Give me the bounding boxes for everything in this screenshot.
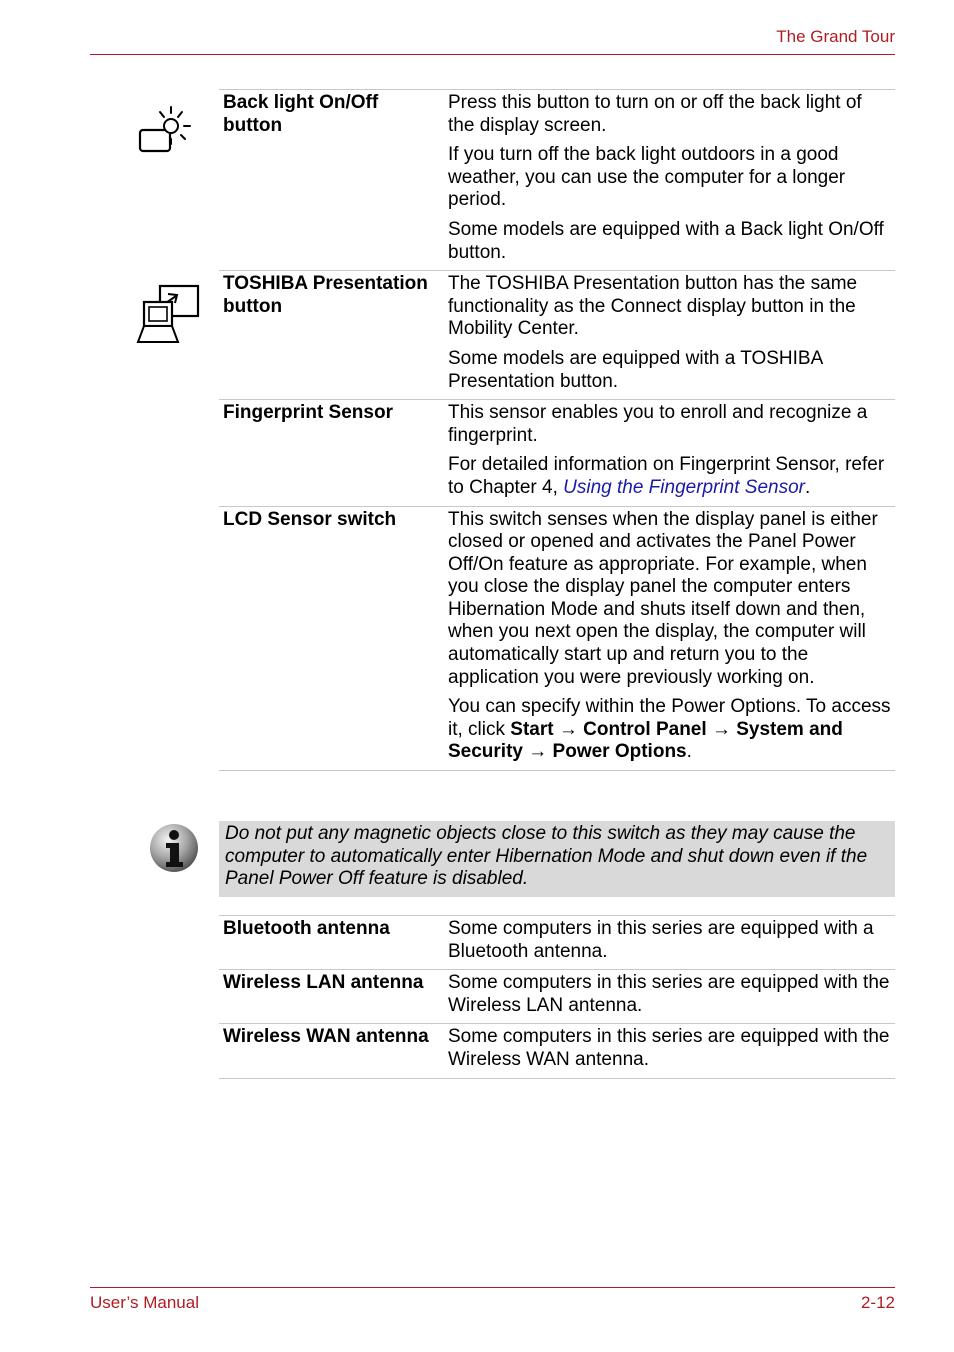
menu-path-control-panel: Control Panel: [583, 718, 707, 740]
presentation-icon: [134, 281, 204, 347]
menu-path-power-options: Power Options: [552, 741, 687, 763]
table-row: [219, 506, 895, 771]
menu-path-system-security: System and Security: [448, 718, 843, 763]
paragraph: Press this button to turn on or off the back light of the display screen.: [448, 92, 862, 136]
term-lcd-sensor: LCD Sensor switch: [223, 508, 397, 530]
header-rule: [90, 54, 895, 55]
term-backlight: Back light On/Off button: [223, 92, 379, 136]
page-header-title: The Grand Tour: [776, 27, 895, 46]
paragraph: This sensor enables you to enroll and recognize a fingerprint.: [448, 402, 868, 446]
paragraph: This switch senses when the display panel is either closed or opened and activates the Panel Power Off/On feature as appropriate. For example, when you close the display panel the computer enters Hibernation Mode and shuts itself down and then, when you next open the display, the computer will automatically start up and return you to the application you were previously working on.: [448, 508, 878, 688]
term-presentation: TOSHIBA Presentation button: [223, 273, 428, 317]
term-bluetooth: Bluetooth antenna: [223, 918, 390, 939]
paragraph: [448, 696, 891, 764]
footer-rule: [90, 1287, 895, 1288]
table-row: [219, 970, 895, 1024]
arrow-icon: →: [558, 718, 578, 740]
desc-fingerprint: [444, 400, 895, 506]
table-row: [219, 916, 895, 970]
menu-path-start: Start: [510, 718, 554, 740]
ref-end: .: [804, 476, 811, 498]
paragraph: If you turn off the back light outdoors in a good weather, you can use the computer for a longer period.: [448, 144, 846, 211]
backlight-icon: [135, 104, 195, 156]
info-icon: [148, 822, 200, 874]
paragraph: Some models are equipped with a Back light On/Off button.: [448, 218, 884, 263]
table-row: [219, 271, 895, 400]
paragraph: Some models are equipped with a TOSHIBA Presentation button.: [448, 347, 823, 392]
paragraph: [448, 454, 891, 499]
footer-manual-title: User’s Manual: [90, 1293, 199, 1312]
ref-text: For detailed information on Fingerprint Sensor, refer to Chapter 4,: [448, 454, 885, 498]
arrow-icon: →: [711, 718, 731, 740]
term-fingerprint: Fingerprint Sensor: [223, 402, 393, 424]
paragraph: The TOSHIBA Presentation button has the same functionality as the Connect display button in the Mobility Center.: [448, 273, 858, 340]
arrow-icon: →: [528, 741, 548, 763]
term-wireless-lan: Wireless LAN antenna: [223, 972, 424, 994]
table-row: [219, 1024, 895, 1078]
access-end: .: [686, 741, 692, 763]
table-row: [219, 90, 895, 271]
note-box: Do not put any magnetic objects close to this switch as they may cause the computer to automatically enter Hibernation Mode and shut down even if the Panel Power Off feature is disabled.: [219, 821, 895, 897]
antenna-table: [219, 915, 895, 1079]
features-table: [219, 89, 895, 771]
desc-wireless-lan: Some computers in this series are equipped with the Wireless LAN antenna.: [448, 972, 890, 1016]
desc-wireless-wan: Some computers in this series are equipped with the Wireless WAN antenna.: [448, 1026, 890, 1070]
page-number: 2-12: [860, 1293, 895, 1312]
table-row: [219, 400, 895, 506]
access-text: You can specify within the Power Options. To access it, click: [448, 696, 891, 740]
desc-backlight: [444, 90, 895, 271]
desc-presentation: [444, 271, 895, 400]
fingerprint-link[interactable]: Using the Fingerprint Sensor: [563, 476, 805, 498]
term-wireless-wan: Wireless WAN antenna: [223, 1026, 429, 1048]
desc-lcd-sensor: [444, 506, 895, 771]
desc-bluetooth: Some computers in this series are equipped with a Bluetooth antenna.: [448, 918, 874, 962]
